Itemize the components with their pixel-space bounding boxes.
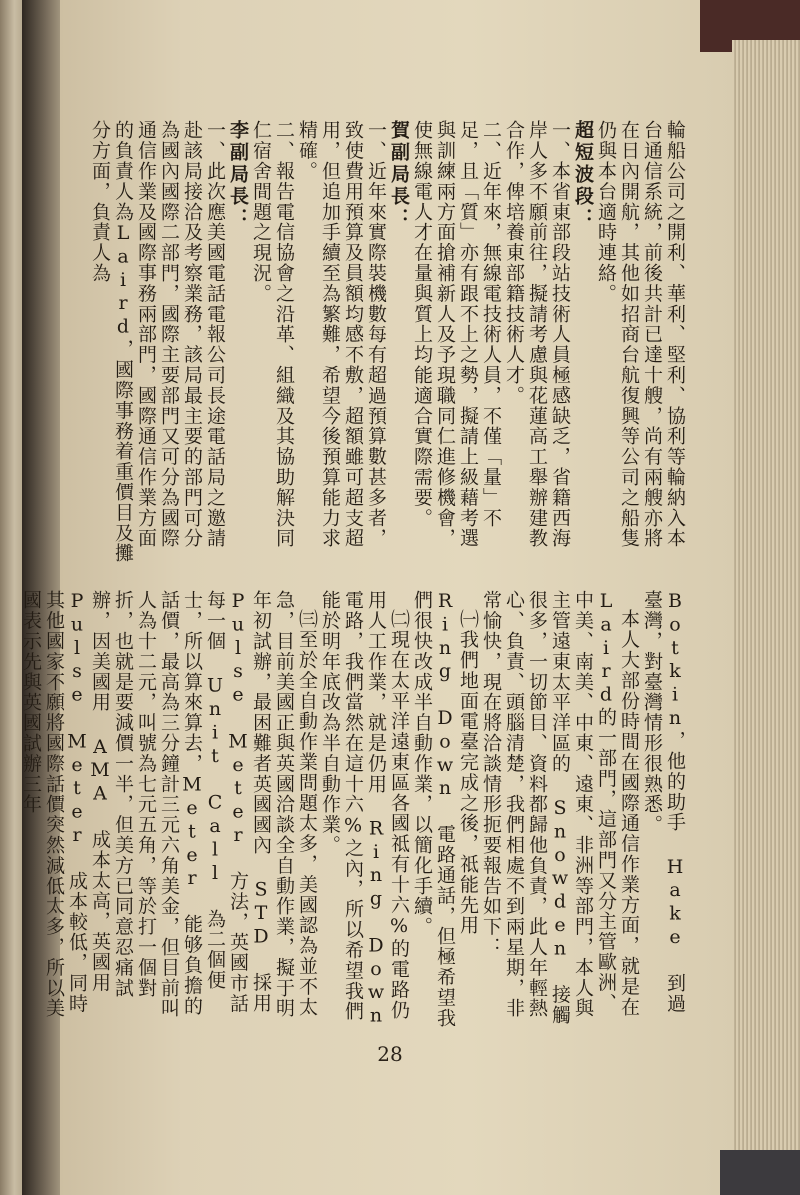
botkin-paragraph: Botkin，他的助手 Hake 到過臺灣，對臺灣情形很熟悉。 <box>641 590 686 1014</box>
deputy-he-item-1: 一、近年來實際裝機數每有超過預算數甚多者，致使費用預算及員額均感不敷，超額雖可超支超用，但追加手續至為繁難，希望今後預算能力求精確。 <box>296 120 387 549</box>
deputy-he-item-2: 二、報告電信協會之沿革、組織及其協助解決同仁宿舍間題之現況。 <box>250 120 295 549</box>
report-intro-paragraph: 本人大部份時間在國際通信作業方面，就是在Laird的一部門，這部門又分主管歐洲、中美、南美、中東、遠東、非洲等部門，本人與主管遠東太平洋區的 Snowden 接觸很多，一切節目、資料都歸他負責，此人年輕熱心、負責、頭腦清楚，我們相處不到兩星期，非常愉快，現在將洽談情形扼要報告如下： <box>480 590 640 1025</box>
report-point-2: ㈡現在太平洋遠東區各國祗有十六%的電路仍用人工作業，就是仍用 Ring Down 電路，我們當然在這十六%之內，所以希望我們能於明年底改為半自動作業。 <box>319 590 410 1028</box>
report-point-3: ㈢至於全自動作業問題太多，美國認為並不太急，目前美國正與英國洽談全自動作業，擬于明年初試辦，最困難者英國國內 STD 採用 Pulse Meter 方法，英國市話每一個 Unit Call 為二個便士，所以算來算去，Meter 能够負擔的話價，最高為三分鐘計三元六角美金，但目前叫人為十二元，叫號為七元五角，等於打一個對折，也就是要減價一半，但美方已同意忍痛試辦，因美國用 AMA 成本太高，英國用Pulse Meter 成本較低，同時其他國家不願將國際話價突然減低太多，所以美國表示先與英國試辦三年 <box>20 590 318 1019</box>
heading-ultra-shortwave: 超短波段： <box>572 120 594 230</box>
page-number: 28 <box>377 1042 403 1066</box>
heading-deputy-director-he: 賀副局長： <box>388 120 410 230</box>
page-stack-edges <box>732 40 800 1160</box>
ultra-shortwave-item-1: 一、本省東部段站技術人員極感缺乏，省籍西海岸人多不願前往，擬請考慮與花蓮高工舉辦建教合作，俾培養東部籍技術人才。 <box>503 120 571 549</box>
ultra-shortwave-item-2: 二、近年來，無線電技術人員，不僅「量」不足，且「質」亦有跟不上之勢，擬請上級藉考選與訓練兩方面搶補新人及予現職同仁進修機會，使無線電人才在量與質上均能適合實際需要。 <box>411 120 502 549</box>
report-point-1: ㈠我們地面電臺完成之後，祗能先用 Ring Down 電路通話，但極希望我們很快改成半自動作業，以簡化手續。 <box>411 590 479 1028</box>
lower-text-block <box>20 590 686 1030</box>
upper-text-block <box>86 120 686 565</box>
heading-deputy-director-li: 李副局長： <box>227 120 249 230</box>
ship-communication-paragraph: 輪船公司之開利、華利、堅利、協利等輪納入本台通信系統，前後共計已達十艘，尚有兩艘亦將在日內開航，其他如招商台航復興等公司之船隻仍與本台適時連絡。 <box>595 120 686 549</box>
deputy-li-item-1: 一、此次應美國電話電報公司長途電話局之邀請赴該局接洽及考察業務，該局最主要的部門可分為國內國際二部門，國際主要部門又可分為國際通信作業及國際事務兩部門，國際通信作業方面的負責人為Laird，國際事務着重價目及攤分方面，負責人為 <box>89 120 226 564</box>
book-cover-bottom <box>720 1150 800 1195</box>
